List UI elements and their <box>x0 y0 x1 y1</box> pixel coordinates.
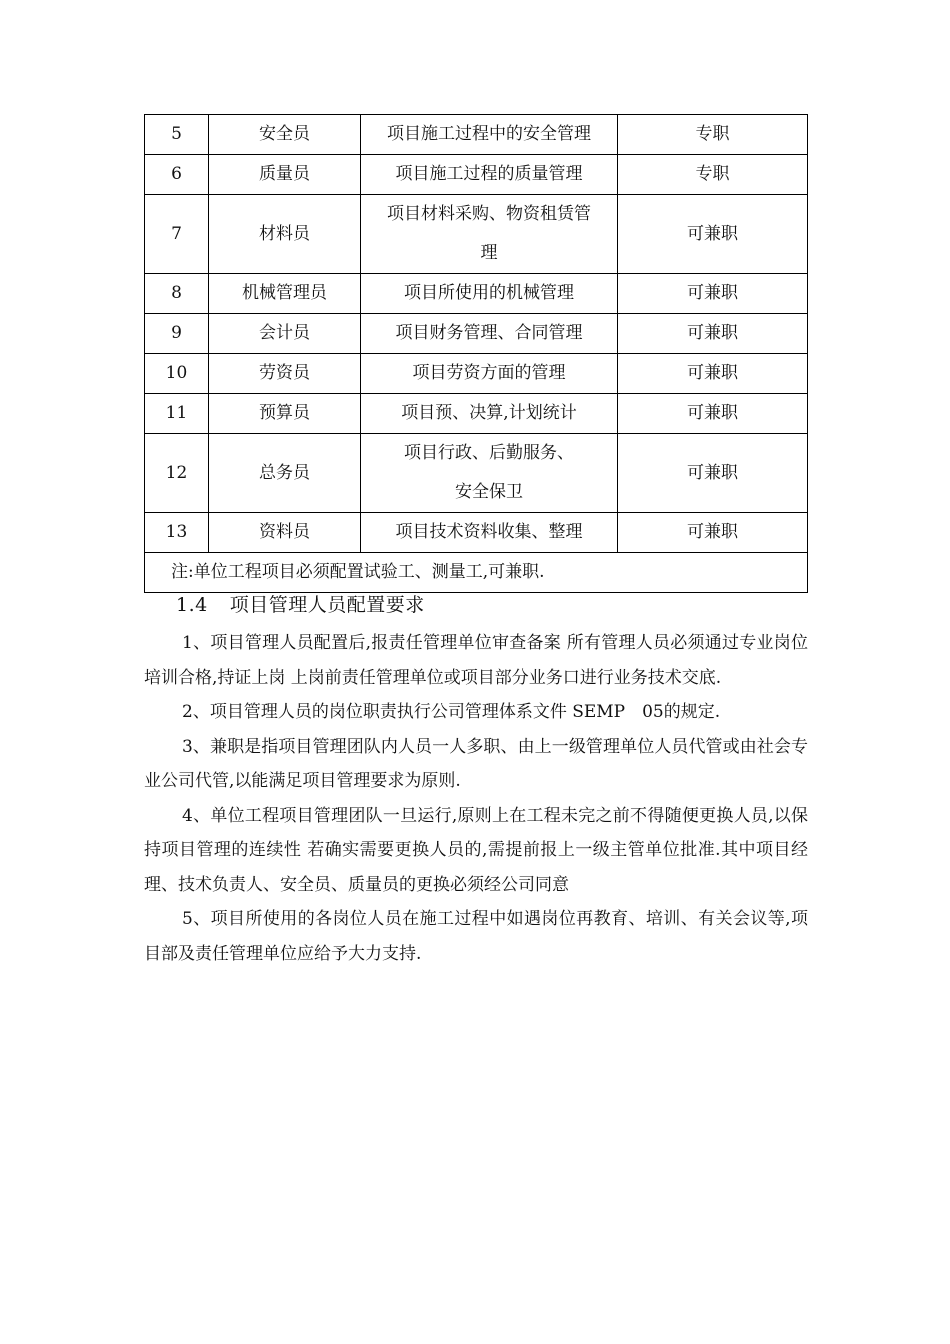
row-number: 10 <box>145 354 209 394</box>
section-title: 项目管理人员配置要求 <box>229 594 425 616</box>
role-name: 质量员 <box>209 155 361 195</box>
role-name: 劳资员 <box>209 354 361 394</box>
duty-description: 项目技术资料收集、整理 <box>361 513 618 553</box>
role-name: 材料员 <box>209 195 361 274</box>
role-name: 预算员 <box>209 394 361 434</box>
table-note: 注:单位工程项目必须配置试验工、测量工,可兼职. <box>145 553 808 593</box>
role-name: 总务员 <box>209 434 361 513</box>
employment-type: 可兼职 <box>618 274 808 314</box>
table-row <box>145 354 808 394</box>
row-number: 11 <box>145 394 209 434</box>
duty-description: 项目财务管理、合同管理 <box>361 314 618 354</box>
table-row <box>145 155 808 195</box>
row-number: 9 <box>145 314 209 354</box>
paragraph: 5、项目所使用的各岗位人员在施工过程中如遇岗位再教育、培训、有关会议等,项目部及责任管理单位应给予大力支持. <box>144 909 808 964</box>
row-number: 6 <box>145 155 209 195</box>
paragraph: 4、单位工程项目管理团队一旦运行,原则上在工程未完之前不得随便更换人员,以保持项目管理的连续性 若确实需要更换人员的,需提前报上一级主管单位批准.其中项目经理、技术负责人、安全员、质量员的更换必须经公司同意 <box>144 805 808 895</box>
table-row <box>145 314 808 354</box>
role-name: 会计员 <box>209 314 361 354</box>
paragraph: 3、兼职是指项目管理团队内人员一人多职、由上一级管理单位人员代管或由社会专业公司代管,以能满足项目管理要求为原则. <box>144 736 808 791</box>
duty-description: 项目预、决算,计划统计 <box>361 394 618 434</box>
employment-type: 可兼职 <box>618 434 808 513</box>
employment-type: 可兼职 <box>618 513 808 553</box>
row-number: 7 <box>145 195 209 274</box>
duty-description: 项目施工过程中的安全管理 <box>361 115 618 155</box>
section-heading <box>176 590 425 617</box>
employment-type: 可兼职 <box>618 394 808 434</box>
employment-type: 可兼职 <box>618 314 808 354</box>
table-row <box>145 394 808 434</box>
role-name: 资料员 <box>209 513 361 553</box>
duty-description: 项目所使用的机械管理 <box>361 274 618 314</box>
table-row <box>145 115 808 155</box>
duty-description: 项目行政、后勤服务、 安全保卫 <box>361 434 618 513</box>
staff-table <box>144 114 808 593</box>
table-row <box>145 513 808 553</box>
row-number: 5 <box>145 115 209 155</box>
row-number: 13 <box>145 513 209 553</box>
paragraph: 2、项目管理人员的岗位职责执行公司管理体系文件 SEMP 05的规定. <box>182 702 721 722</box>
table-row <box>145 195 808 274</box>
section-number: 1.4 <box>176 594 208 616</box>
row-number: 12 <box>145 434 209 513</box>
duty-description: 项目材料采购、物资租赁管 理 <box>361 195 618 274</box>
duty-description: 项目劳资方面的管理 <box>361 354 618 394</box>
employment-type: 专职 <box>618 115 808 155</box>
paragraph: 1、项目管理人员配置后,报责任管理单位审查备案 所有管理人员必须通过专业岗位培训合格,持证上岗 上岗前责任管理单位或项目部分业务口进行业务技术交底. <box>144 633 808 688</box>
role-name: 安全员 <box>209 115 361 155</box>
table-note-row <box>145 553 808 593</box>
role-name: 机械管理员 <box>209 274 361 314</box>
row-number: 8 <box>145 274 209 314</box>
table-row <box>145 434 808 513</box>
employment-type: 可兼职 <box>618 195 808 274</box>
duty-description: 项目施工过程的质量管理 <box>361 155 618 195</box>
body-text <box>144 626 808 971</box>
employment-type: 专职 <box>618 155 808 195</box>
employment-type: 可兼职 <box>618 354 808 394</box>
table-row <box>145 274 808 314</box>
